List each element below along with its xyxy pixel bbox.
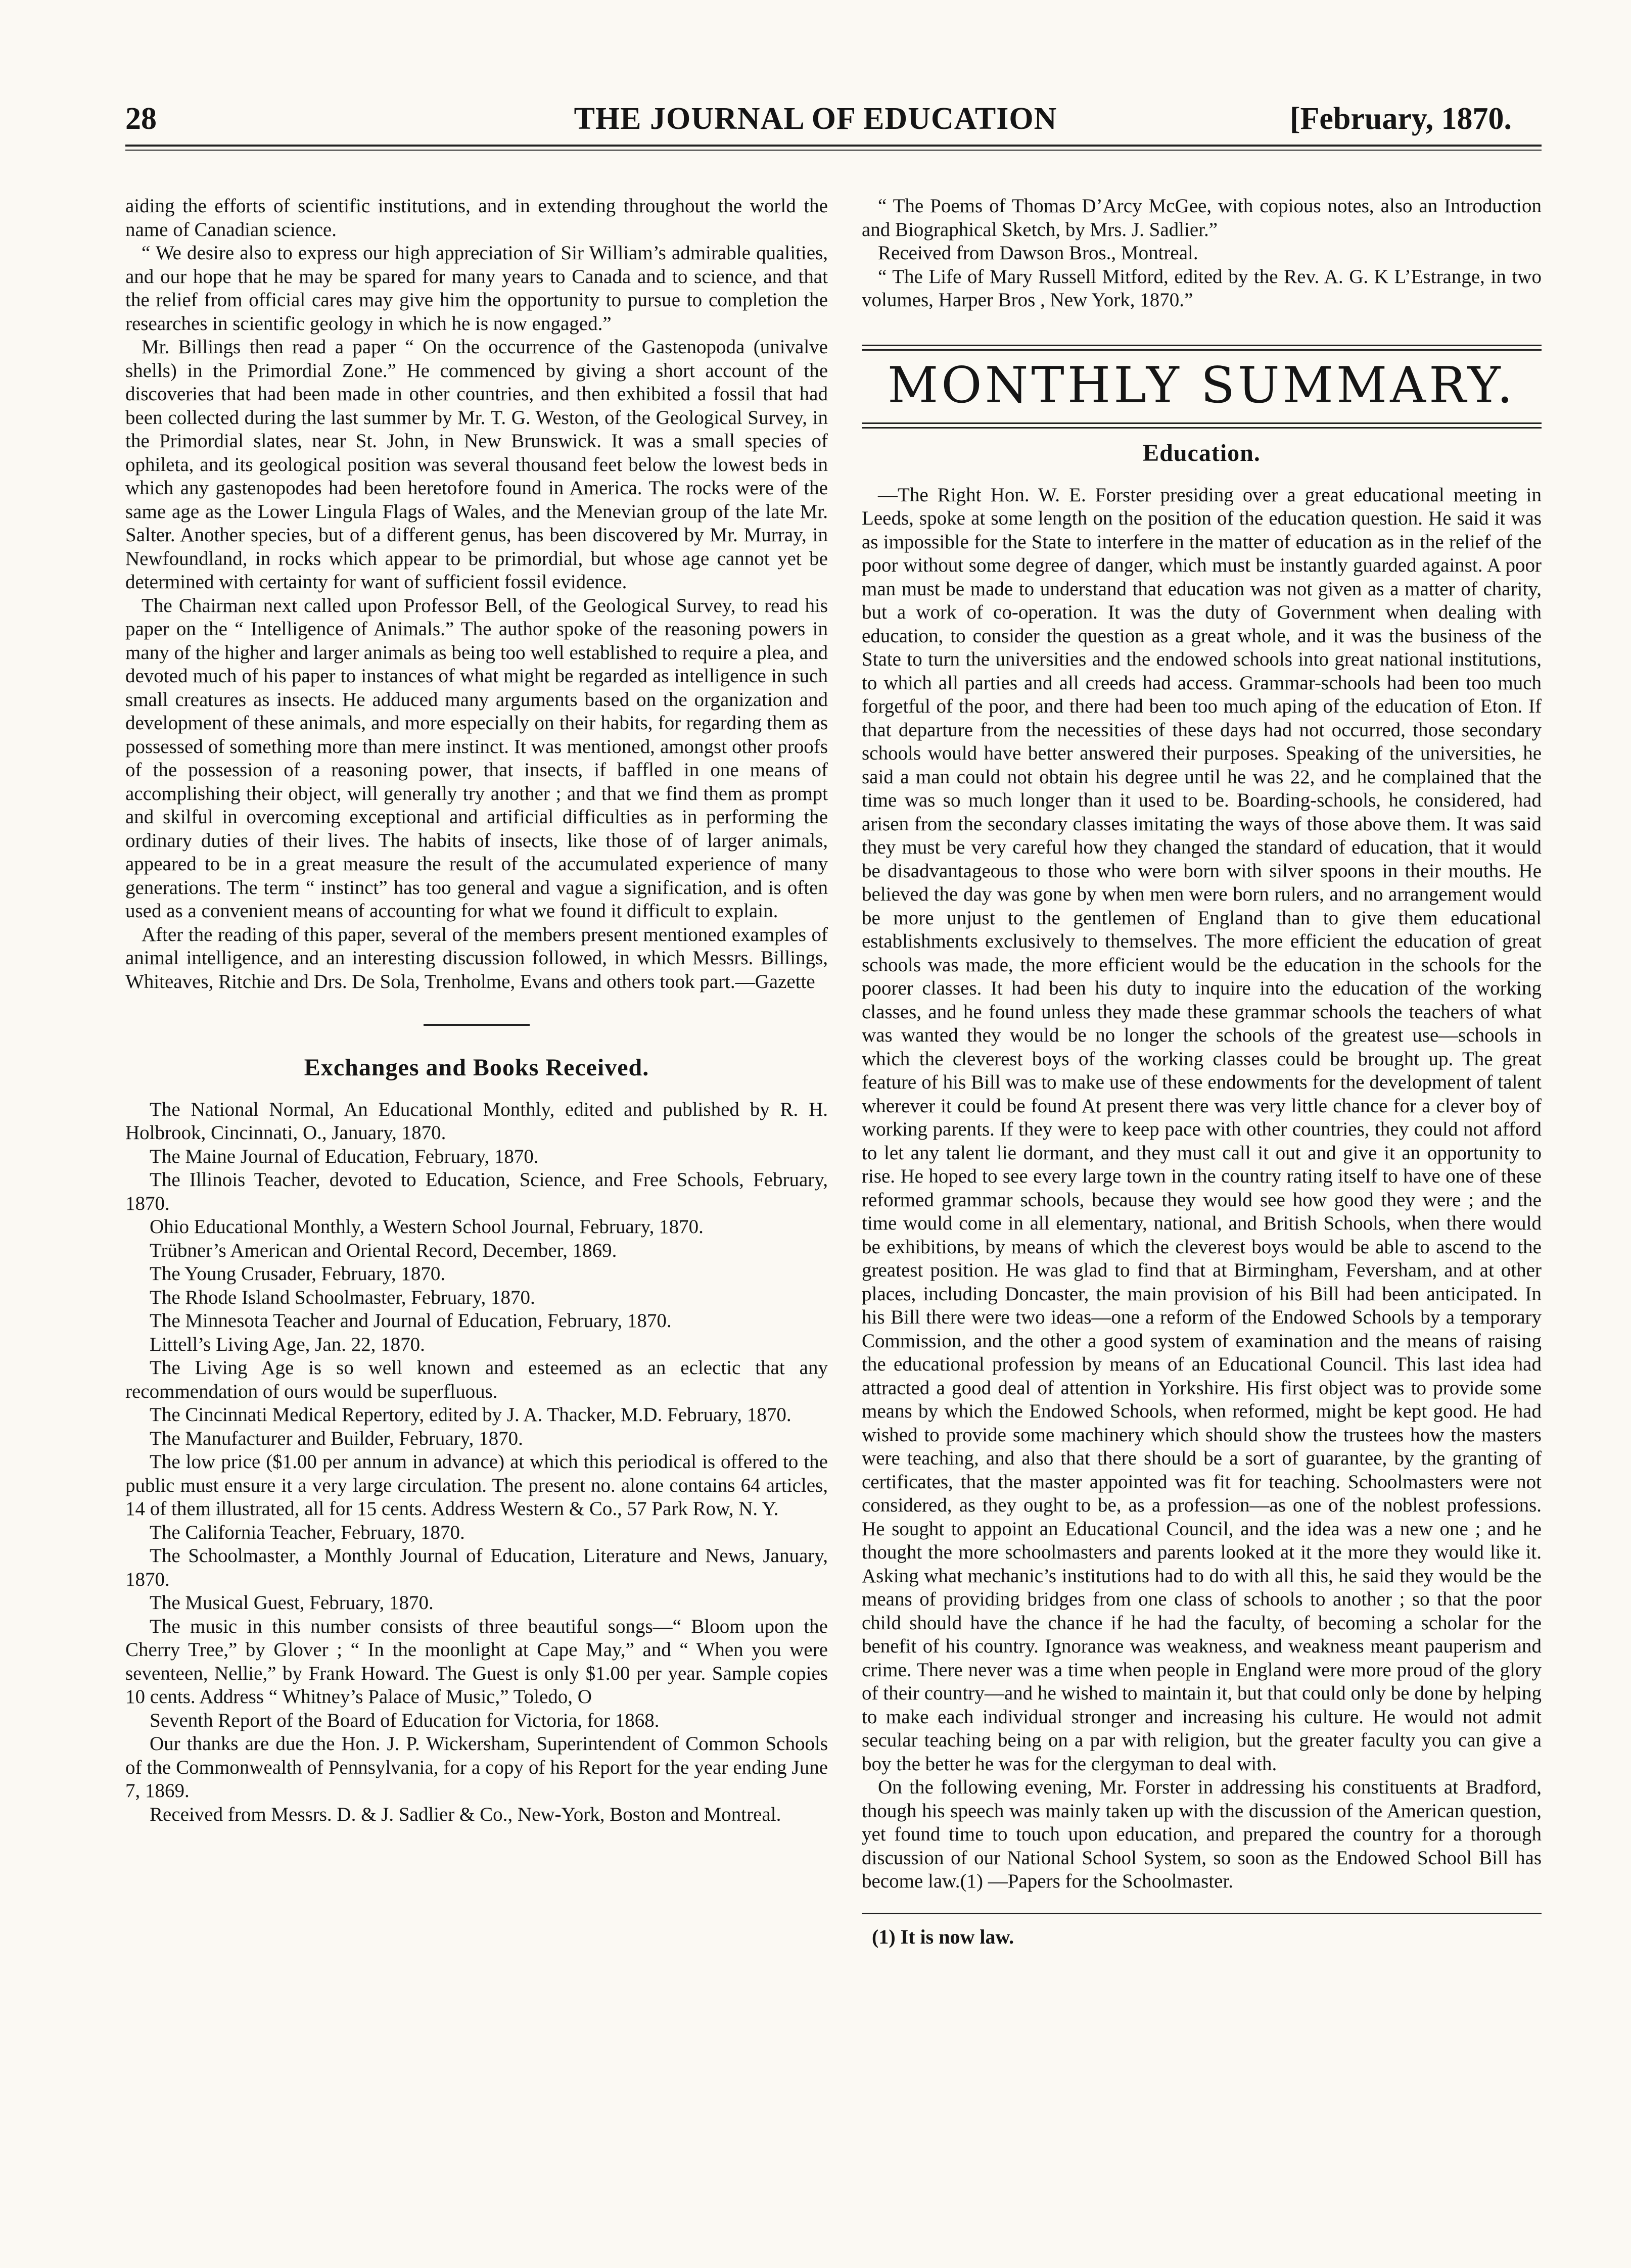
paragraph: “ We desire also to express our high appreciation of Sir William’s admirable qualities, and our hope that he may be spared for many years to Canada and to science, and that the relief from official cares may give him the opportunity to pursue to completion the researches in scientific geology in which he is now engaged.” bbox=[125, 242, 828, 335]
exchange-entry: The Rhode Island Schoolmaster, February, 1870. bbox=[150, 1286, 535, 1308]
exchange-entry: The Illinois Teacher, devoted to Education, Science, and Free Schools, February, 1870. bbox=[125, 1169, 828, 1214]
paragraph: aiding the efforts of scientific institutions, and in extending throughout the world the name of Canadian science. bbox=[125, 195, 828, 241]
journal-title: THE JOURNAL OF EDUCATION bbox=[574, 102, 1057, 136]
exchange-entry: The Cincinnati Medical Repertory, edited by J. A. Thacker, M.D. February, 1870. bbox=[150, 1404, 791, 1426]
page-number: 28 bbox=[125, 102, 157, 136]
header-rule-thin bbox=[125, 150, 1542, 151]
exchange-entry: The Manufacturer and Builder, February, 1870. bbox=[150, 1427, 523, 1449]
exchange-entry: The Schoolmaster, a Monthly Journal of Education, Literature and News, January, 1870. bbox=[125, 1545, 828, 1590]
exchange-entry: The music in this number consists of three beautiful songs—“ Bloom upon the Cherry Tree,” by Glover ; “ In the moonlight at Cape May,” and “ When you were seventeen, Nellie,” by Frank Howard. The Guest is only $1.00 per year. Sample copies 10 cents. Address “ Whitney’s Palace of Music,” Toledo, O bbox=[125, 1615, 828, 1708]
exchange-entry: Trübner’s American and Oriental Record, December, 1869. bbox=[150, 1239, 617, 1261]
paragraph: “ The Life of Mary Russell Mitford, edited by the Rev. A. G. K L’Estrange, in two volumes, Harper Bros , New York, 1870.” bbox=[862, 265, 1542, 311]
exchange-entry: The National Normal, An Educational Monthly, edited and published by R. H. Holbrook, Cincinnati, O., January, 1870. bbox=[125, 1098, 828, 1144]
issue-date: [February, 1870. bbox=[1289, 102, 1512, 136]
paragraph: Mr. Billings then read a paper “ On the occurrence of the Gastenopoda (univalve shells) in the Primordial Zone.” He commenced by giving a short account of the discoveries that had been made in other countries, and then exhibited a fossil that had been collected during the last summer by Mr. T. G. Weston, of the Geological Survey, in the Primordial slates, near St. John, in New Brunswick. It was a small species of ophileta, and its geological position was several thousand feet below the lowest beds in which any gastenopodes had been heretofore found in America. The rocks were of the same age as the Lower Lingula Flags of Wales, and the Menevian group of the late Mr. Salter. Another species, but of a different genus, has been discovered by Mr. Murray, in Newfoundland, in rocks which appear to be primordial, but whose age cannot yet be determined with certainty for want of sufficient fossil evidence. bbox=[125, 336, 828, 593]
exchange-entry: Our thanks are due the Hon. J. P. Wickersham, Superintendent of Common Schools of the Commonwealth of Pennsylvania, for a copy of his Report for the year ending June 7, 1869. bbox=[125, 1733, 828, 1802]
exchange-entry: The Young Crusader, February, 1870. bbox=[150, 1263, 446, 1285]
exchange-entry: Littell’s Living Age, Jan. 22, 1870. bbox=[150, 1333, 425, 1355]
header-rule bbox=[125, 145, 1542, 147]
footnote-rule bbox=[862, 1913, 1542, 1914]
exchange-entry: Seventh Report of the Board of Education for Victoria, for 1868. bbox=[150, 1709, 660, 1731]
exchange-entry: The California Teacher, February, 1870. bbox=[150, 1521, 465, 1543]
exchange-entry: The Living Age is so well known and esteemed as an eclectic that any recommendation of ours would be superfluous. bbox=[125, 1357, 828, 1402]
double-rule bbox=[862, 345, 1542, 346]
exchange-entry: Ohio Educational Monthly, a Western School Journal, February, 1870. bbox=[150, 1216, 704, 1238]
footnote: (1) It is now law. bbox=[872, 1925, 1014, 1948]
right-column bbox=[862, 195, 1542, 1949]
section-divider bbox=[424, 1024, 530, 1026]
monthly-summary-title: MONTHLY SUMMARY. bbox=[887, 356, 1516, 414]
exchange-entry: The Musical Guest, February, 1870. bbox=[150, 1592, 434, 1614]
education-heading: Education. bbox=[1143, 440, 1261, 466]
paragraph: “ The Poems of Thomas D’Arcy McGee, with copious notes, also an Introduction and Biographical Sketch, by Mrs. J. Sadlier.” bbox=[862, 195, 1542, 241]
exchange-entry: The Minnesota Teacher and Journal of Education, February, 1870. bbox=[150, 1310, 672, 1332]
paragraph: After the reading of this paper, several of the members present mentioned examples of animal intelligence, and an interesting discussion followed, in which Messrs. Billings, Whiteaves, Ritchie and Drs. De Sola, Trenholme, Evans and others took part.—Gazette bbox=[125, 923, 828, 993]
left-column bbox=[125, 195, 828, 1826]
paragraph: Received from Dawson Bros., Montreal. bbox=[878, 242, 1198, 264]
exchanges-list bbox=[125, 1098, 828, 1827]
exchange-entry: Received from Messrs. D. & J. Sadlier & Co., New-York, Boston and Montreal. bbox=[150, 1803, 781, 1825]
double-rule bbox=[862, 422, 1542, 424]
paragraph: On the following evening, Mr. Forster in addressing his constituents at Bradford, though his speech was mainly taken up with the discussion of the American question, yet found time to touch upon education, and prepared the country for a thorough discussion of our National School System, so soon as the Endowed School Bill has become law.(1) —Papers for the Schoolmaster. bbox=[862, 1776, 1542, 1892]
exchanges-heading: Exchanges and Books Received. bbox=[304, 1054, 649, 1081]
double-rule bbox=[862, 349, 1542, 351]
double-rule bbox=[862, 427, 1542, 429]
paragraph: The Chairman next called upon Professor Bell, of the Geological Survey, to read his paper on the “ Intelligence of Animals.” The author spoke of the reasoning powers in many of the higher and larger animals as being too well established to require a plea, and devoted much of his paper to instances of what might be regarded as intelligence in such small creatures as insects. He adduced many arguments based on the organization and development of these animals, and more especially on their habits, for regarding them as possessed of something more than mere instinct. It was mentioned, amongst other proofs of the possession of a reasoning power, that insects, if baffled in one means of accomplishing their object, will generally try another ; and that we find them as prompt and skilful in overcoming exceptional and artificial difficulties as in performing the ordinary duties of their lives. The habits of insects, like those of of larger animals, appeared to be in a great measure the result of the accumulated experience of many generations. The term “ instinct” has too general and vague a signification, and is often used as a convenient means of accounting for what we found it difficult to explain. bbox=[125, 594, 828, 922]
exchange-entry: The Maine Journal of Education, February, 1870. bbox=[150, 1145, 539, 1167]
exchange-entry: The low price ($1.00 per annum in advance) at which this periodical is offered to the public must ensure it a very large circulation. The present no. alone contains 64 articles, 14 of them illustrated, all for 15 cents. Address Western & Co., 57 Park Row, N. Y. bbox=[125, 1451, 828, 1520]
paragraph: —The Right Hon. W. E. Forster presiding over a great educational meeting in Leeds, spoke at some length on the position of the education question. He said it was as impossible for the State to interfere in the matter of education as in the relief of the poor without some degree of danger, which must be instantly guarded against. A poor man must be made to understand that education was not given as a matter of charity, but a work of co-operation. It was the duty of Government when dealing with education, to consider the question as a great whole, and it was the business of the State to turn the universities and the endowed schools into great national institutions, to which all parties and all creeds had access. Grammar-schools had been too much forgetful of the poor, and there had been too much aping of the education of Eton. If that departure from the necessities of these days had not occurred, those secondary schools would have better answered their purposes. Speaking of the universities, he said a man could not obtain his degree until he was 22, and he complained that the time was so much longer than it used to be. Boarding-schools, he considered, had arisen from the secondary classes imitating the ways of those above them. It was said they must be very careful how they changed the standard of education, that it would be disadvantageous to those who were born with silver spoons in their mouths. He believed the day was gone by when men were born rulers, and no arrangement would be more unjust to the gentlemen of England than to give them educational establishments exclusively to themselves. The more efficient the education of great schools was made, the more efficient would be the education in the schools for the poorer classes. It had been his duty to inquire into the education of the working classes, and he found unless they made these grammar schools the teachers of what was wanted they would be no longer the schools of the greatest use—schools in which the cleverest boys of the working classes could be brought up. The great feature of his Bill was to make use of these endowments for the development of talent wherever it could be found At present there was very little chance for a clever boy of working parents. If they were to keep pace with other countries, they could not afford to let any talent lie dormant, and they must call it out and give it an opportunity to rise. He hoped to see every large town in the country rating itself to have one of these reformed grammar schools, because they would see how good they were ; and the time would come in all elementary, national, and British Schools, when there would be exhibitions, by means of which the cleverest boys would be able to ascend to the greatest position. He was glad to find that at Birmingham, Feversham, and at other places, including Doncaster, the main provision of his Bill had been anticipated. In his Bill there were two ideas—one a reform of the Endowed Schools by a temporary Commission, and the other a good system of examination and the means of raising the educational profession by means of an Educational Council. This last idea had attracted a good deal of attention in Yorkshire. His first object was to provide some means by which the Endowed Schools, when reformed, might be kept good. He had wished to provide some machinery which should show the trustees how the masters were teaching, and also that there should be a sort of guarantee, by the granting of certificates, that the master appointed was fit for teaching. Schoolmasters were not considered, as they ought to be, as a profession—as one of the noblest professions. He sought to appoint an Educational Council, and the idea was a new one ; and he thought the more schoolmasters and parents looked at it the more they would like it. Asking what mechanic’s institutions had to do with all this, he said they would be the means of providing bridges from one class of schools to another ; so that the poor child should have the chance if he had the faculty, of becoming a scholar for the benefit of his country. Ignorance was weakness, and weakness meant pauperism and crime. There never was a time when people in England were more proud of the glory of their country—and he wished to maintain it, but that could only be done by helping to make each individual stronger and increasing his culture. He would not admit secular teaching being on a par with religion, but the greater faculty you can give a boy the better he was for the clergyman to deal with. bbox=[862, 484, 1542, 1775]
